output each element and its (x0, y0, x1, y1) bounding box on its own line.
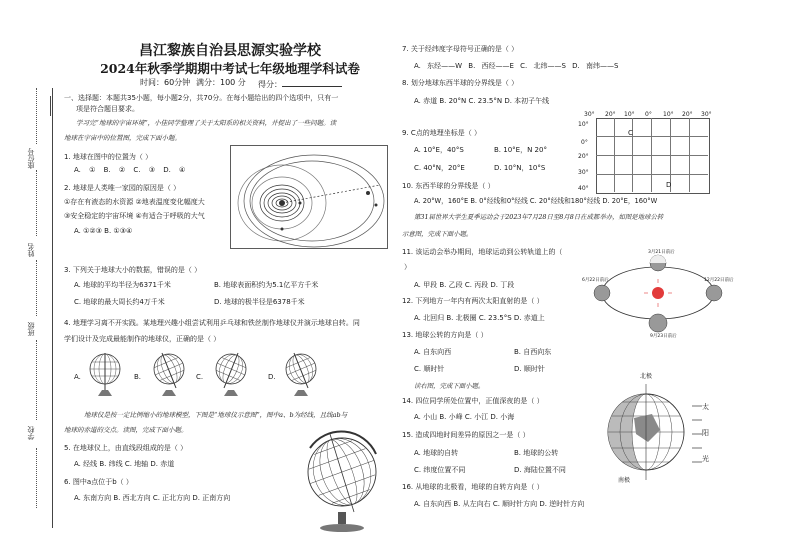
q3-option-a: A. 地球的平均半径为6371千米 (74, 281, 171, 289)
exam-time: 时间：60分钟 (140, 78, 191, 87)
q4-stem-b: 学们设计及完成最能制作的地球仪，正确的是（ ） (64, 335, 221, 343)
q3-stem: 3. 下列关于地球大小的数据，错误的是（ ） (64, 266, 202, 274)
sunlight-arrows (690, 398, 702, 468)
section1-intro-a: 一、选择题：本题共35小题，每小题2分，共70分。在每小题给出的四个选项中，只有一 (64, 94, 339, 102)
name-label: 姓名 (27, 243, 35, 257)
q3-option-c: C. 地球的最大周长约4万千米 (74, 298, 165, 306)
reading2-a: 地球仪是按一定比例缩小的地球模型，下图是“地球仪示意图”，图中a、b为经线，且线ab与 (84, 411, 348, 419)
q8-options: A. 赤道 B. 20°N C. 23.5°N D. 本初子午线 (414, 97, 550, 105)
q6-stem: 6. 图中a点位于b（ ） (64, 478, 133, 486)
grid-left-10: 10° (578, 121, 589, 128)
grid-left-0: 0° (581, 139, 588, 146)
q14-options: A. 小山 B. 小峰 C. 小江 D. 小海 (414, 413, 515, 421)
q5-options: A. 经线 B. 纬线 C. 地轴 D. 赤道 (74, 460, 175, 468)
globe-b (150, 352, 188, 400)
section1-intro-b: 项是符合题目要求。 (76, 105, 139, 113)
q1-options: A. ① B. ② C. ③ D. ④ (74, 166, 186, 174)
grid-top-30e: 30° (701, 111, 712, 118)
q9-option-c: C. 40°N，20°E (414, 164, 465, 172)
globe-d (282, 352, 320, 400)
school-label: 学校 (27, 426, 35, 440)
globe-c (212, 352, 250, 400)
sunlight-label-2: 阳 (702, 429, 709, 437)
daynight-globe (604, 378, 690, 486)
q8-stem: 8. 划分地球东西半球的分界线是（ ） (402, 79, 519, 87)
q4-label-a: A. (74, 373, 81, 381)
reading2-b: 地球的赤道的交点。读图，完成下面小题。 (64, 426, 188, 434)
q5-stem: 5. 在地球仪上，由直线段组成的是（ ） (64, 444, 188, 452)
reading4: 读右图，完成下面小题。 (414, 382, 485, 390)
q11-options: A. 甲段 B. 乙段 C. 丙段 D. 丁段 (414, 281, 515, 289)
grid-top-20w: 20° (605, 111, 616, 118)
q3-option-b: B. 地球表面积约为5.1亿平方千米 (214, 281, 319, 289)
q13-option-d: D. 顺时针 (514, 365, 545, 373)
grid-top-0: 0° (645, 111, 652, 118)
q3-option-d: D. 地球的极半径是6378千米 (214, 298, 305, 306)
q10-stem: 10. 东西半球的分界线是（ ） (402, 182, 495, 190)
q9-option-b: B. 10°E，N 20° (494, 146, 547, 154)
grid-left-20: 20° (578, 153, 589, 160)
grid-top-10w: 10° (624, 111, 635, 118)
grid-top-20e: 20° (682, 111, 693, 118)
q4-label-c: C. (196, 373, 204, 381)
q4-label-b: B. (134, 373, 142, 381)
sunlight-label-1: 太 (702, 403, 709, 411)
seat-number-label: 座位号 (27, 148, 35, 169)
grid-top-30w: 30° (584, 111, 595, 118)
globe-a (86, 352, 124, 400)
grid-point-c: C (628, 129, 633, 137)
grid-point-d: D (666, 181, 672, 189)
q12-stem: 12. 下列地方一年内有两次太阳直射的是（ ） (402, 297, 544, 305)
score-field: 得分： (258, 78, 342, 90)
q2-options: A. ①②③ B. ①③④ (74, 227, 133, 235)
full-score: 满分：100 分 (196, 78, 246, 87)
q6-options: A. 东南方向 B. 西北方向 C. 正北方向 D. 正南方向 (74, 494, 231, 502)
globe-north-label: 北极 (640, 373, 653, 380)
q2-line2: ③安全稳定的宇宙环境 ④有适合于呼吸的大气 (64, 212, 205, 220)
q4-stem-a: 4. 地理学习离不开实践。某地理兴趣小组尝试利用乒乓球和铁丝制作地球仪并演示地球自转。同 (64, 319, 360, 327)
class-label: 班级 (27, 322, 35, 336)
q11-stem: 11. 该运动会举办期间，地球运动到公转轨道上的（ (402, 248, 563, 256)
q9-option-a: A. 10°E，40°S (414, 146, 464, 154)
q15-option-c: C. 纬度位置不同 (414, 466, 466, 474)
exam-title: 2024年秋季学期期中考试七年级地理学科试卷 (100, 61, 360, 76)
grid-top-10e: 10° (663, 111, 674, 118)
reading3-a: 第31届世界大学生夏季运动会于2023年7月28日至8月8日在成都举办，如图是地球公转 (414, 213, 664, 221)
q9-stem: 9. C点的地理坐标是（ ） (402, 129, 482, 137)
q4-label-d: D. (268, 373, 276, 381)
q13-stem: 13. 地球公转的方向是（ ） (402, 331, 488, 339)
q9-option-d: D. 10°N，10°S (494, 164, 546, 172)
q15-option-a: A. 地球的自转 (414, 449, 459, 457)
q2-stem: 2. 地球是人类唯一家园的原因是（ ） (64, 184, 181, 192)
orbit-label-autumn: 9月23日前后 (650, 334, 677, 339)
reading1-a: 学习完“地球的宇宙环境”，小佳同学整理了关于太阳系的相关资料，并提出了一些问题。读 (76, 119, 337, 127)
school-title: 昌江黎族自治县思源实验学校 (139, 43, 321, 59)
q15-stem: 15. 造成四地时间差异的原因之一是（ ） (402, 431, 530, 439)
q7-options: A. 东经——W B. 西经——E C. 北纬——S D. 南纬——S (414, 62, 619, 70)
q13-option-a: A. 自东向西 (414, 348, 452, 356)
orbit-label-winter: 12月22日前后 (704, 278, 734, 283)
q7-stem: 7. 关于经纬度字母符号正确的是（ ） (402, 45, 519, 53)
q13-option-b: B. 自西向东 (514, 348, 552, 356)
q16-stem: 16. 从地球的北极看，地球的自转方向是（ ） (402, 483, 544, 491)
reading3-b: 示意图，完成下面小题。 (402, 230, 473, 238)
q10-options: A. 20°W，160°E B. 0°经线和0°经线 C. 20°经线和180°经线 D. 20°E，160°W (414, 197, 658, 205)
q14-stem: 14. 四位同学所处位置中，正值深夜的是（ ） (402, 397, 544, 405)
q1-stem: 1. 地球在图中的位置为（ ） (64, 153, 153, 161)
orbit-label-summer: 6月22日前后 (582, 278, 609, 283)
q15-option-d: D. 海陆位置不同 (514, 466, 566, 474)
q2-line1: ①存在有液态的水资源 ②地表温度变化幅度大 (64, 198, 205, 206)
grid-left-30: 30° (578, 169, 589, 176)
globe-figure-q5 (300, 428, 384, 536)
sunlight-label-3: 光 (702, 455, 709, 463)
orbit-label-spring: 3月21日前后 (648, 250, 675, 255)
q15-option-b: B. 地球的公转 (514, 449, 559, 457)
grid-left-40: 40° (578, 185, 589, 192)
solar-system-figure (230, 145, 388, 249)
globe-south-label: 南极 (618, 477, 631, 484)
q11-paren: ） (404, 263, 411, 271)
q16-options: A. 自东向西 B. 从左向右 C. 顺时针方向 D. 逆时针方向 (414, 500, 585, 508)
q12-options: A. 北回归 B. 北极圈 C. 23.5°S D. 赤道上 (414, 314, 545, 322)
reading1-b: 地球在宇宙中的位置图，完成下面小题。 (64, 134, 181, 142)
q13-option-c: C. 顺时针 (414, 365, 445, 373)
